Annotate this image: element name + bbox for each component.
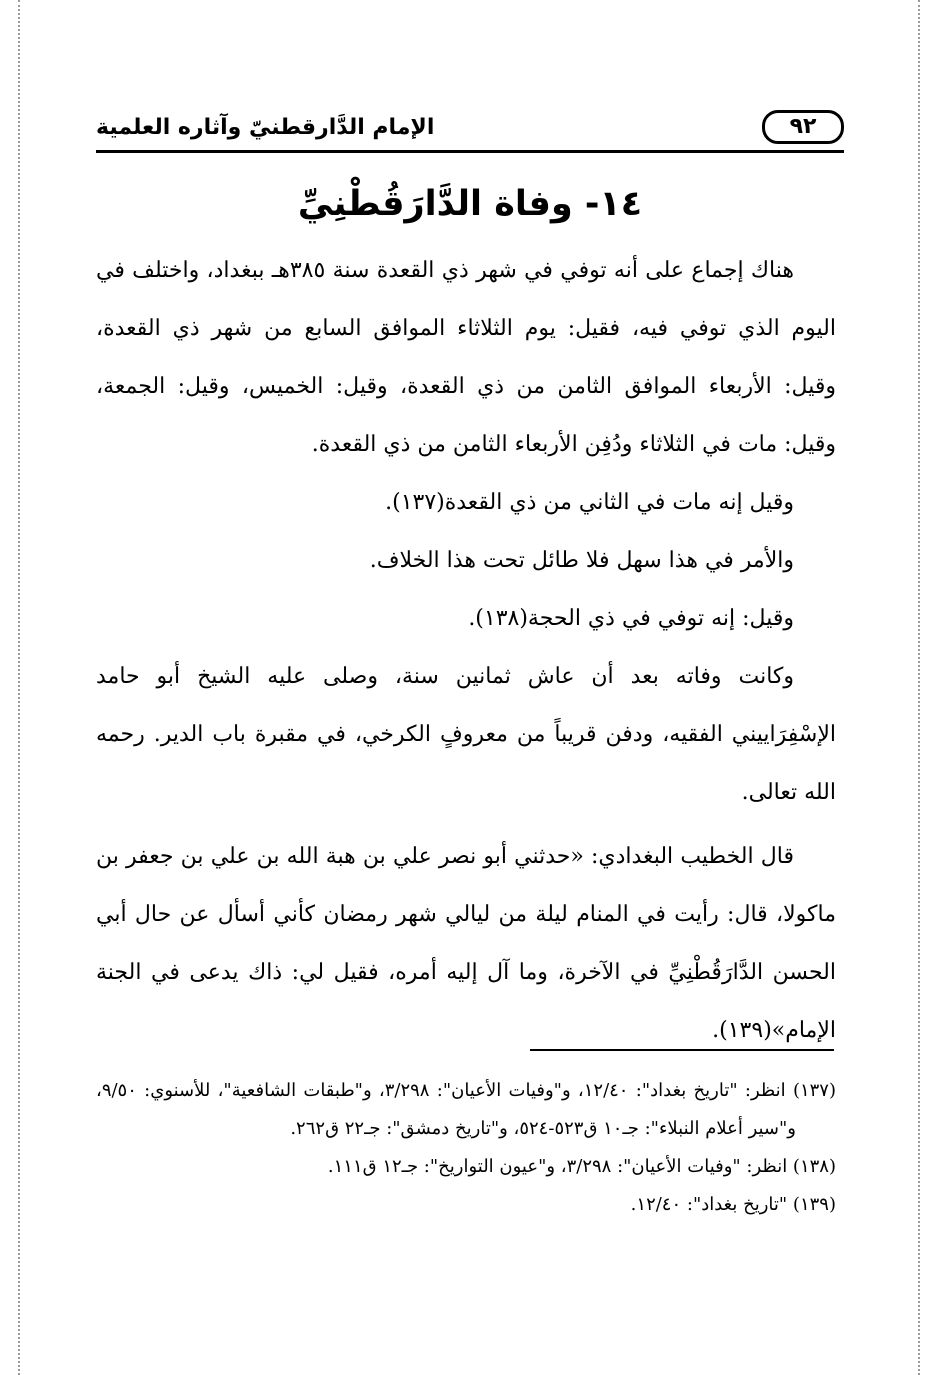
paragraph-dhul-hijja: وقيل: إنه توفي في ذي الحجة(١٣٨). [468, 606, 794, 631]
footnote-137: (١٣٧) انظر: "تاريخ بغداد": ١٢/٤٠، و"وفيات الأعيان": ٣/٢٩٨، و"طبقات الشافعية"، للأسنوي: ٩/٥٠، و"سير أعلام النبلاء": جـ١٠ ق٥٢٣-٥٢٤، و"تاريخ دمشق": جـ٢٢ ق٢٦٢. [96, 1080, 837, 1139]
body-text [96, 242, 836, 1060]
header-rule [96, 150, 844, 153]
paragraph-matter-easy: والأمر في هذا سهل فلا طائل تحت هذا الخلاف. [369, 548, 794, 573]
paragraph-death-date: هناك إجماع على أنه توفي في شهر ذي القعدة سنة ٣٨٥هـ ببغداد، واختلف في اليوم الذي توفي فيه، فقيل: يوم الثلاثاء الموافق السابع من شهر ذي القعدة، وقيل: الأربعاء الموافق الثامن من ذي القعدة، وقيل: الخميس، وقيل: الجمعة، وقيل: مات في الثلاثاء ودُفِن الأربعاء الثامن من ذي القعدة. [96, 258, 836, 457]
page-number: ٩٢ [762, 110, 844, 144]
footnote-separator [530, 1049, 834, 1051]
scan-edge-left [18, 0, 20, 1375]
paragraph-dream: قال الخطيب البغدادي: «حدثني أبو نصر علي بن هبة الله بن علي بن جعفر بن ماكولا، قال: رأيت في المنام ليلة من ليالي شهر رمضان كأني أسأل عن حال أبي الحسن الدَّارَقُطْنِيِّ في الآخرة، وما آل إليه أمره، فقيل لي: ذاك يدعى في الجنة الإمام»(١٣٩). [96, 844, 836, 1043]
paragraph-burial: وكانت وفاته بعد أن عاش ثمانين سنة، وصلى عليه الشيخ أبو حامد الإسْفِرَاييني الفقيه، ودفن قريباً من معروفٍ الكرخي، في مقبرة باب الدير. رحمه الله تعالى. [96, 664, 836, 805]
paragraph-second-dhul-qada: وقيل إنه مات في الثاني من ذي القعدة(١٣٧). [385, 490, 794, 515]
scan-edge-right [918, 0, 920, 1375]
running-title: الإمام الدَّارقطنيّ وآثاره العلمية [96, 115, 435, 140]
chapter-heading: ١٤- وفاة الدَّارَقُطْنِيِّ [297, 184, 643, 224]
footnote-139: (١٣٩) "تاريخ بغداد": ١٢/٤٠. [630, 1194, 836, 1215]
running-header [96, 110, 844, 150]
footnotes [96, 1072, 836, 1224]
footnote-138: (١٣٨) انظر: "وفيات الأعيان": ٣/٢٩٨، و"عيون التواريخ": جـ١٢ ق١١١. [327, 1156, 836, 1177]
